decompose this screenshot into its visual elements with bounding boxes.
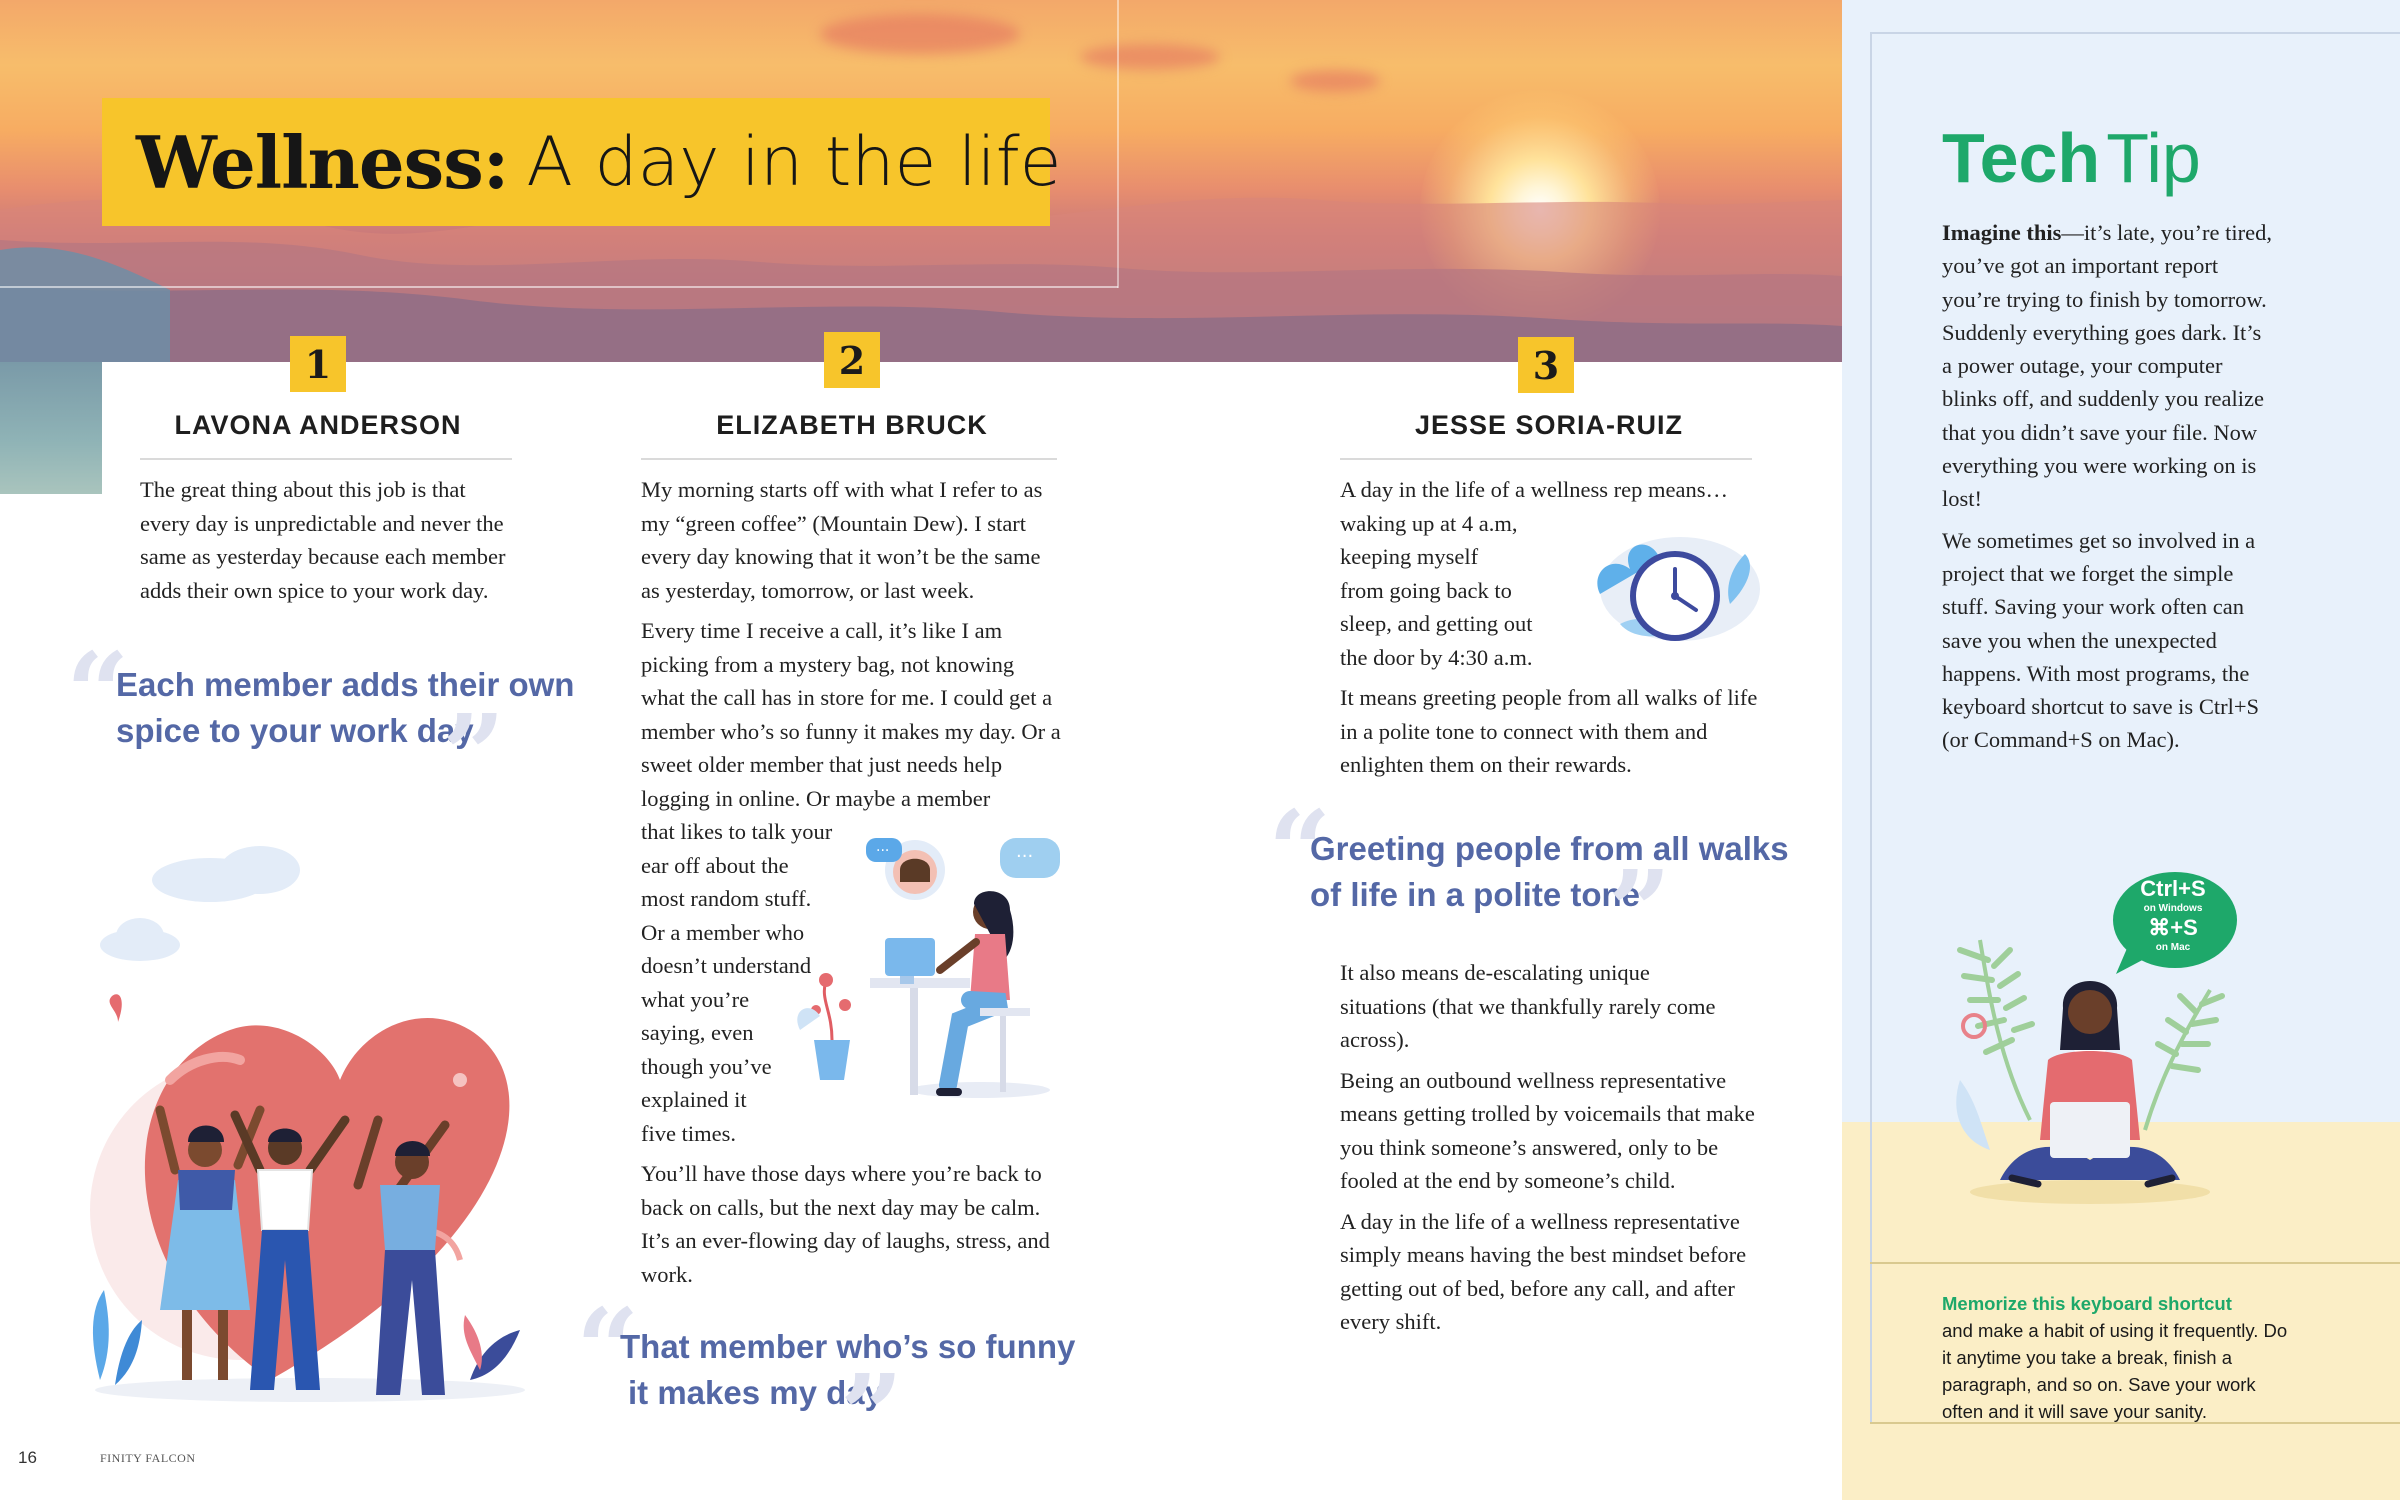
profile-body <box>140 473 512 614</box>
text-line: that likes to talk your <box>641 819 833 844</box>
hero-divider-line <box>1117 0 1119 288</box>
divider <box>140 458 512 460</box>
wrap-text <box>1340 507 1580 675</box>
clock-illustration <box>1580 514 1760 654</box>
text-line: what you’re <box>641 986 750 1012</box>
lead-bold: Imagine this <box>1942 220 2062 245</box>
paragraph: We sometimes get so involved in a project that we forget the simple stuff. Saving your work often can save you when the unexpected happens. With most programs, the keyboard shortcut to save is Ctrl+S (or Command+S on Mac). <box>1942 527 2260 753</box>
open-quote-mark: “ <box>576 1284 640 1413</box>
title-light: A day in the life <box>526 122 1062 202</box>
pull-quote-line: Each member adds their own <box>116 666 575 703</box>
profile-number-badge: 1 <box>290 336 346 392</box>
text-line: five times. <box>641 1120 736 1146</box>
tech-tip-divider <box>1870 1262 2400 1264</box>
magazine-name: FINITY FALCON <box>100 1451 196 1465</box>
memo-heading: Memorize this keyboard shortcut <box>1942 1293 2232 1314</box>
text-line: waking up at 4 a.m, <box>1340 510 1518 536</box>
profile-body-continued <box>1340 956 1764 1346</box>
text-line: most random stuff. <box>641 886 812 911</box>
svg-text:···: ··· <box>1016 846 1034 867</box>
divider <box>641 458 1057 460</box>
profile-name: JESSE SORIA-RUIZ <box>1414 410 1684 440</box>
text-line: keeping myself <box>1340 544 1479 569</box>
open-quote-mark: “ <box>1268 786 1332 915</box>
text-line: ear off about the <box>641 852 789 878</box>
paragraph <box>1942 216 2274 516</box>
pull-quote-line: spice to your work day <box>116 712 474 749</box>
profile-name: ELIZABETH BRUCK <box>716 410 988 440</box>
text-line: though you’ve <box>641 1053 772 1079</box>
paragraph: A day in the life of a wellness representative simply means having the best mindset before getting out of bed, before any call, and after every shift. <box>1340 1208 1747 1334</box>
pull-quote <box>116 662 586 754</box>
paragraph: You’ll have those days where you’re back to back on calls, but the next day may be calm. It’s an ever-flowing day of laughs, stress, and work. <box>641 1161 1050 1287</box>
divider <box>1340 458 1752 460</box>
pull-quote-line: it makes my day <box>628 1374 883 1411</box>
tech-tip-title <box>1942 118 2201 198</box>
hero-image-strip <box>0 362 102 494</box>
text-line: Or a member who <box>641 919 805 945</box>
paragraph: My morning starts off with what I refer to as my “green coffee” (Mountain Dew). I start every day knowing that it won’t be the same as yesterday, tomorrow, or last week. <box>641 477 1043 603</box>
keyboard-shortcut-text <box>2108 876 2238 954</box>
pull-quote <box>1310 826 1830 918</box>
pull-quote-line: Greeting people from all walks <box>1310 830 1789 867</box>
paragraph: Every time I receive a call, it’s like I am picking from a mystery bag, not knowing what the call has in store for me. I could get a member who’s so funny it makes my day. Or a sweet older member that just needs help logging in online. Or maybe a member <box>641 618 1061 811</box>
close-quote-mark: ” <box>1608 846 1672 975</box>
pull-quote-line: That member who’s so funny <box>620 1328 1076 1365</box>
windows-label: on Windows <box>2143 903 2203 914</box>
open-quote-mark: “ <box>66 628 130 757</box>
paragraph: It also means de-escalating unique situations (that we thankfully rarely come across). <box>1340 960 1716 1052</box>
celebrating-people-illustration <box>60 790 540 1410</box>
windows-shortcut: Ctrl+S <box>2140 876 2206 901</box>
svg-text:···: ··· <box>876 843 890 859</box>
close-quote-mark: ” <box>442 690 506 819</box>
mac-shortcut: ⌘+S <box>2148 915 2198 940</box>
paragraph: The great thing about this job is that every day is unpredictable and never the same as yesterday because each member adds their own spice to your work day. <box>140 477 506 603</box>
paragraph: Being an outbound wellness representative means getting trolled by voicemails that make you think someone’s answered, only to be fooled at the end by someone’s child. <box>1340 1067 1755 1193</box>
text-line: from going back to <box>1340 577 1512 603</box>
page-number-left: 16 <box>18 1448 37 1467</box>
mac-label: on Mac <box>2155 942 2191 953</box>
text-line: saying, even <box>641 1020 754 1045</box>
page-title <box>102 98 1062 226</box>
tech-tip-title-light: Tip <box>2106 119 2201 197</box>
close-quote-mark: ” <box>840 1350 904 1479</box>
text-line: explained it <box>641 1087 747 1112</box>
call-center-agent-illustration <box>790 830 1070 1120</box>
tech-tip-title-bold: Tech <box>1942 119 2101 197</box>
paragraph: It means greeting people from all walks of life in a polite tone to connect with them and enlighten them on their rewards. <box>1340 685 1758 777</box>
text-line: sleep, and getting out <box>1340 611 1533 636</box>
memo-body: and make a habit of using it frequently. Do it anytime you take a break, finish a paragraph, and so on. Save your work often and it will save your sanity. <box>1942 1320 2288 1422</box>
text-line: the door by 4:30 a.m. <box>1340 644 1533 670</box>
lead-text: —it’s late, you’re tired, you’ve got an important report you’re trying to finish by tomorrow. Suddenly everything goes dark. It’s a power outage, your computer blinks off, and suddenly you realize that you didn’t save your file. Now everything you were working on is lost! <box>1942 220 2272 512</box>
paragraph: A day in the life of a wellness rep means… <box>1340 477 1729 502</box>
profile-number-badge: 3 <box>1518 337 1574 393</box>
profile-number-badge: 2 <box>824 332 880 388</box>
text-line: doesn’t understand <box>641 953 812 978</box>
hero-divider-line <box>0 286 1118 288</box>
profile-name: LAVONA ANDERSON <box>174 410 462 440</box>
tech-tip-body <box>1942 216 2274 765</box>
title-bold: Wellness: <box>136 119 509 205</box>
pull-quote-line: of life in a polite tone <box>1310 876 1640 913</box>
tech-tip-memo <box>1942 1290 2292 1425</box>
